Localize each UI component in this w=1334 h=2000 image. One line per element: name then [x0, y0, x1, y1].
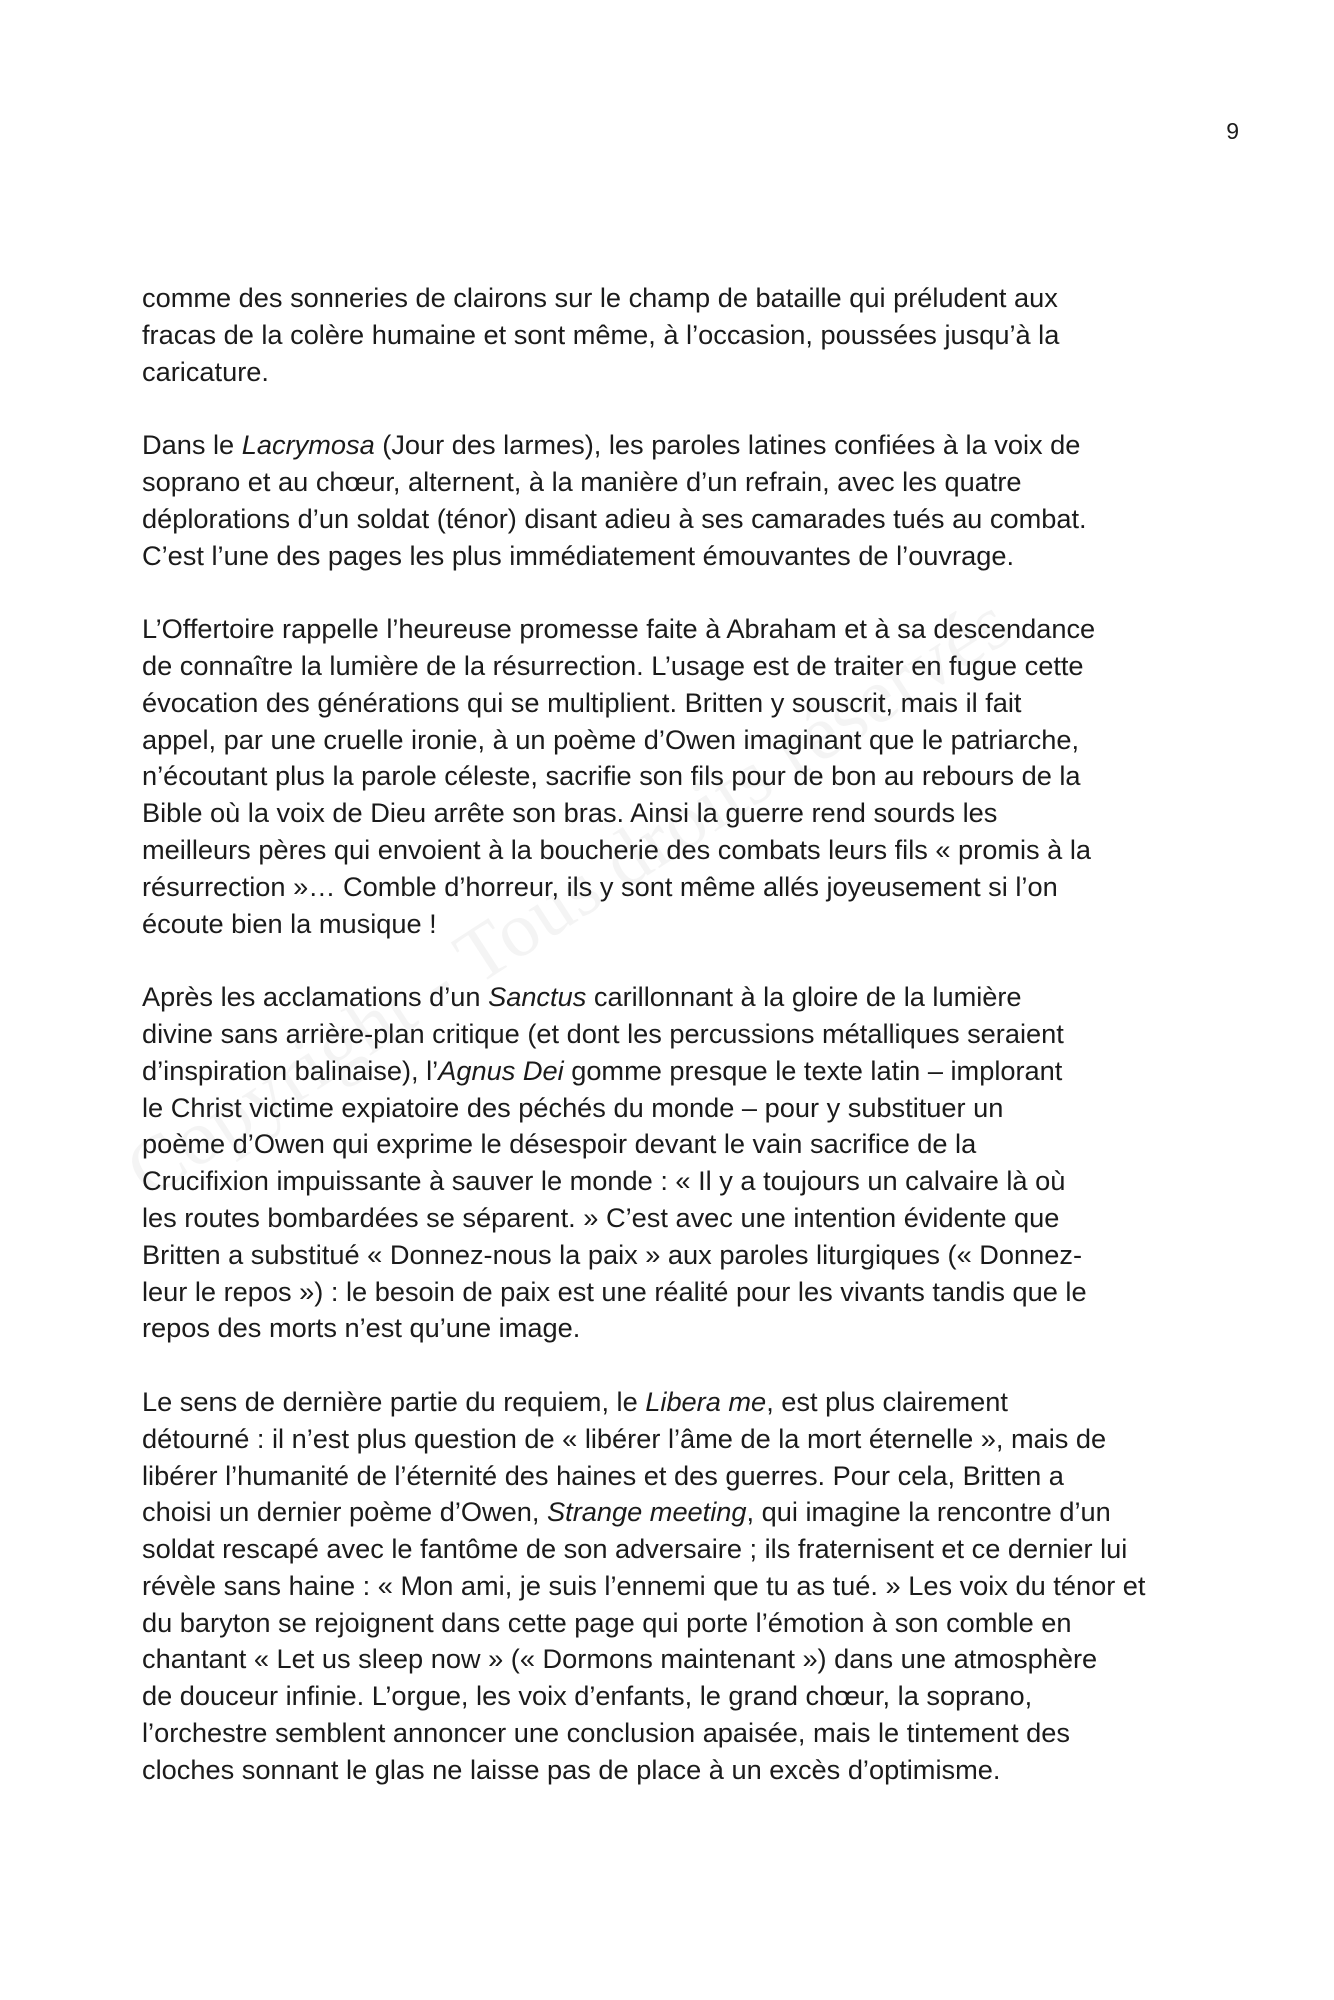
text-line: [142, 280, 1202, 317]
italic-title: Libera me: [645, 1385, 767, 1417]
text-run: , qui imagine la rencontre d’un: [746, 1496, 1111, 1528]
italic-title: Sanctus: [488, 981, 587, 1013]
text-line: [142, 354, 1202, 391]
text-run: caricature.: [142, 355, 269, 387]
text-run: résurrection »… Comble d’horreur, ils y sont même allés joyeusement si l’on: [142, 870, 1058, 902]
text-line: [142, 979, 1202, 1016]
text-run: divine sans arrière-plan critique (et dont les percussions métalliques seraient: [142, 1017, 1064, 1049]
paragraph: [142, 427, 1202, 574]
text-line: [142, 1458, 1202, 1495]
text-run: Dans le: [142, 429, 242, 461]
text-run: les routes bombardées se séparent. » C’est avec une intention évidente que: [142, 1201, 1060, 1233]
text-run: carillonnant à la gloire de la lumière: [586, 981, 1022, 1013]
text-line: [142, 832, 1202, 869]
text-line: [142, 685, 1202, 722]
text-line: [142, 1531, 1202, 1568]
text-line: [142, 1053, 1202, 1090]
text-run: libérer l’humanité de l’éternité des haines et des guerres. Pour cela, Britten a: [142, 1459, 1064, 1491]
text-run: d’inspiration balinaise), l’: [142, 1054, 439, 1086]
text-run: gomme presque le texte latin – implorant: [563, 1054, 1063, 1086]
text-run: soldat rescapé avec le fantôme de son adversaire ; ils fraternisent et ce dernier lui: [142, 1533, 1128, 1565]
text-line: [142, 611, 1202, 648]
text-line: [142, 1384, 1202, 1421]
text-run: soprano et au chœur, alternent, à la manière d’un refrain, avec les quatre: [142, 465, 1022, 497]
text-line: [142, 906, 1202, 943]
text-run: meilleurs pères qui envoient à la boucherie des combats leurs fils « promis à la: [142, 833, 1092, 865]
text-run: détourné : il n’est plus question de « libérer l’âme de la mort éternelle », mais de: [142, 1422, 1107, 1454]
body-text: [142, 280, 1202, 1789]
text-run: Le sens de dernière partie du requiem, le: [142, 1385, 646, 1417]
text-run: fracas de la colère humaine et sont même, à l’occasion, poussées jusqu’à la: [142, 318, 1060, 350]
text-run: L’Offertoire rappelle l’heureuse promesse faite à Abraham et à sa descendance: [142, 613, 1096, 645]
text-run: chantant « Let us sleep now » (« Dormons maintenant ») dans une atmosphère: [142, 1643, 1098, 1675]
text-run: du baryton se rejoignent dans cette page qui porte l’émotion à son comble en: [142, 1606, 1072, 1638]
text-run: Britten a substitué « Donnez-nous la paix » aux paroles liturgiques (« Donnez-: [142, 1238, 1083, 1270]
text-line: [142, 1568, 1202, 1605]
text-line: [142, 427, 1202, 464]
text-run: C’est l’une des pages les plus immédiatement émouvantes de l’ouvrage.: [142, 539, 1014, 571]
paragraph: [142, 280, 1202, 390]
text-run: (Jour des larmes), les paroles latines confiées à la voix de: [374, 429, 1081, 461]
text-line: [142, 869, 1202, 906]
italic-title: Strange meeting: [547, 1496, 747, 1528]
text-line: [142, 1126, 1202, 1163]
text-run: choisi un dernier poème d’Owen,: [142, 1496, 548, 1528]
text-line: [142, 464, 1202, 501]
text-line: [142, 1016, 1202, 1053]
text-run: révèle sans haine : « Mon ami, je suis l’ennemi que tu as tué. » Les voix du ténor et: [142, 1569, 1146, 1601]
text-line: [142, 1200, 1202, 1237]
text-line: [142, 1641, 1202, 1678]
text-line: [142, 1310, 1202, 1347]
text-line: [142, 1605, 1202, 1642]
text-line: [142, 1494, 1202, 1531]
paragraph: [142, 611, 1202, 942]
text-run: Crucifixion impuissante à sauver le monde : « Il y a toujours un calvaire là où: [142, 1165, 1066, 1197]
text-run: le Christ victime expiatoire des péchés du monde – pour y substituer un: [142, 1091, 1004, 1123]
text-line: [142, 722, 1202, 759]
text-run: écoute bien la musique !: [142, 907, 437, 939]
text-run: poème d’Owen qui exprime le désespoir devant le vain sacrifice de la: [142, 1128, 977, 1160]
text-run: Après les acclamations d’un: [142, 981, 489, 1013]
text-run: leur le repos ») : le besoin de paix est une réalité pour les vivants tandis que le: [142, 1275, 1087, 1307]
text-run: de douceur infinie. L’orgue, les voix d’enfants, le grand chœur, la soprano,: [142, 1680, 1033, 1712]
text-line: [142, 317, 1202, 354]
text-run: déplorations d’un soldat (ténor) disant adieu à ses camarades tués au combat.: [142, 502, 1087, 534]
text-run: n’écoutant plus la parole céleste, sacrifie son fils pour de bon au rebours de la: [142, 760, 1081, 792]
text-run: comme des sonneries de clairons sur le champ de bataille qui préludent aux: [142, 282, 1058, 313]
text-line: [142, 758, 1202, 795]
text-line: [142, 1678, 1202, 1715]
text-line: [142, 538, 1202, 575]
text-line: [142, 1090, 1202, 1127]
text-line: [142, 1163, 1202, 1200]
text-run: , est plus clairement: [766, 1385, 1008, 1417]
text-run: évocation des générations qui se multiplient. Britten y souscrit, mais il fait: [142, 686, 1022, 718]
paragraph: [142, 1384, 1202, 1789]
text-run: Bible où la voix de Dieu arrête son bras. Ainsi la guerre rend sourds les: [142, 797, 998, 829]
text-line: [142, 1421, 1202, 1458]
text-run: repos des morts n’est qu’une image.: [142, 1312, 581, 1344]
text-line: [142, 1752, 1202, 1789]
text-run: appel, par une cruelle ironie, à un poème d’Owen imaginant que le patriarche,: [142, 723, 1080, 755]
paragraph: [142, 979, 1202, 1347]
text-line: [142, 501, 1202, 538]
text-line: [142, 1274, 1202, 1311]
text-line: [142, 648, 1202, 685]
text-run: de connaître la lumière de la résurrection. L’usage est de traiter en fugue cette: [142, 649, 1084, 681]
page-number: 9: [1226, 118, 1239, 144]
text-line: [142, 1715, 1202, 1752]
text-line: [142, 1237, 1202, 1274]
text-line: [142, 795, 1202, 832]
text-run: cloches sonnant le glas ne laisse pas de place à un excès d’optimisme.: [142, 1753, 1001, 1785]
italic-title: Lacrymosa: [241, 429, 375, 461]
text-run: l’orchestre semblent annoncer une conclusion apaisée, mais le tintement des: [142, 1717, 1070, 1749]
italic-title: Agnus Dei: [438, 1054, 564, 1086]
